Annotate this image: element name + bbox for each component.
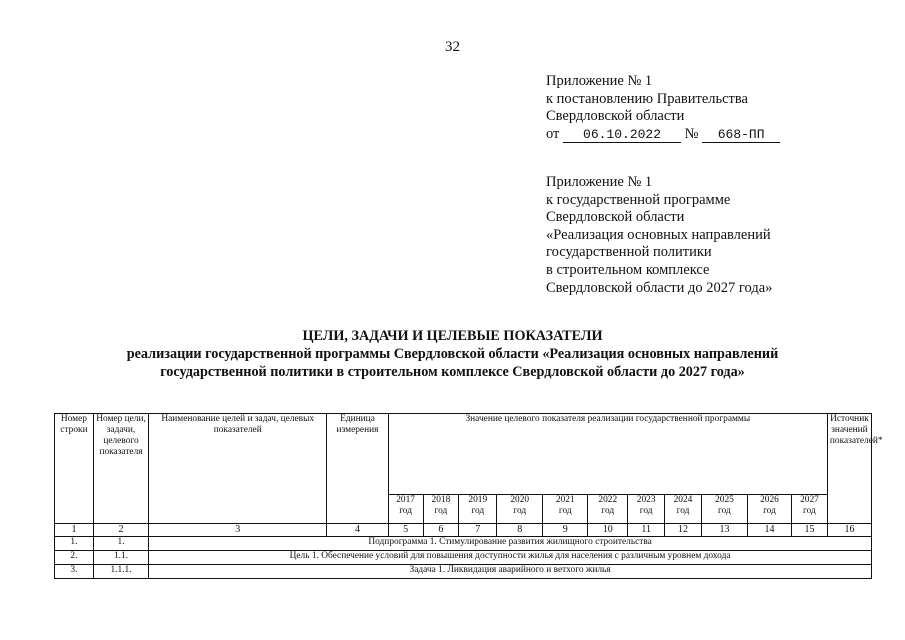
appendix-resolution-line: Свердловской области xyxy=(546,108,685,125)
table-row xyxy=(55,565,872,579)
title-line: ЦЕЛИ, ЗАДАЧИ И ЦЕЛЕВЫЕ ПОКАЗАТЕЛИ xyxy=(302,328,603,344)
row-code: 1.1.1. xyxy=(93,565,148,579)
row-number: 3. xyxy=(55,565,94,579)
row-text: Задача 1. Ликвидация аварийного и ветхого жилья xyxy=(149,565,872,579)
column-number: 13 xyxy=(701,524,747,537)
header-goal-number: Номер цели, задачи, целевого показателя xyxy=(93,414,148,524)
table-row xyxy=(55,537,872,551)
header-year: 2022 год xyxy=(588,495,628,524)
appendix-program-line: Свердловской области xyxy=(546,209,685,226)
header-year: 2024 год xyxy=(665,495,702,524)
header-source: Источник значений показателей* xyxy=(827,414,871,524)
header-unit: Единица измерения xyxy=(327,414,388,524)
appendix-resolution-line: Приложение № 1 xyxy=(546,73,653,89)
header-values: Значение целевого показателя реализации государственной программы xyxy=(388,414,827,495)
column-number: 11 xyxy=(628,524,665,537)
number-label: № xyxy=(684,125,699,142)
column-number: 3 xyxy=(149,524,327,537)
row-code: 1. xyxy=(93,537,148,551)
header-row-number: Номер строки xyxy=(55,414,94,524)
header-name: Наименование целей и задач, целевых показателей xyxy=(149,414,327,524)
appendix-program xyxy=(546,174,772,297)
appendix-program-line: «Реализация основных направлений xyxy=(546,226,771,243)
column-number: 1 xyxy=(55,524,94,537)
header-year: 2023 год xyxy=(628,495,665,524)
row-text: Подпрограмма 1. Стимулирование развития жилищного строительства xyxy=(149,537,872,551)
appendix-program-line: государственной политики xyxy=(546,244,712,261)
column-number: 2 xyxy=(93,524,148,537)
appendix-resolution xyxy=(546,73,780,143)
column-number: 6 xyxy=(423,524,459,537)
header-year: 2018 год xyxy=(423,495,459,524)
appendix-program-line: в строительном комплексе xyxy=(546,261,710,278)
row-text: Цель 1. Обеспечение условий для повышения доступности жилья для населения с различным уровнем дохода xyxy=(149,551,872,565)
column-number: 16 xyxy=(827,524,871,537)
column-number: 14 xyxy=(747,524,791,537)
title-line: реализации государственной программы Свердловской области «Реализация основных направлений xyxy=(126,346,779,362)
header-year: 2017 год xyxy=(388,495,423,524)
appendix-program-line: к государственной программе xyxy=(546,191,731,208)
row-number: 2. xyxy=(55,551,94,565)
column-numbers-row xyxy=(55,524,872,537)
row-number: 1. xyxy=(55,537,94,551)
from-label: от xyxy=(546,125,560,142)
column-number: 12 xyxy=(665,524,702,537)
header-year: 2027 год xyxy=(791,495,827,524)
row-code: 1.1. xyxy=(93,551,148,565)
column-number: 7 xyxy=(459,524,497,537)
table-row xyxy=(55,551,872,565)
column-number: 15 xyxy=(791,524,827,537)
header-year: 2026 год xyxy=(747,495,791,524)
column-number: 5 xyxy=(388,524,423,537)
resolution-number-field: 668-ПП xyxy=(702,128,780,143)
column-number: 10 xyxy=(588,524,628,537)
title-line: государственной политики в строительном комплексе Свердловской области до 2027 года» xyxy=(160,364,745,380)
document-title xyxy=(0,327,905,381)
appendix-program-line: Приложение № 1 xyxy=(546,174,653,190)
appendix-resolution-line: к постановлению Правительства xyxy=(546,90,748,107)
resolution-date-field: 06.10.2022 xyxy=(563,128,681,143)
goals-table xyxy=(54,413,883,579)
header-year: 2021 год xyxy=(543,495,588,524)
column-number: 8 xyxy=(497,524,543,537)
appendix-program-line: Свердловской области до 2027 года» xyxy=(546,279,773,296)
appendix-resolution-date-line xyxy=(546,126,780,144)
column-number: 9 xyxy=(543,524,588,537)
header-year: 2025 год xyxy=(701,495,747,524)
column-number: 4 xyxy=(327,524,388,537)
page-number: 32 xyxy=(445,39,460,55)
header-year: 2019 год xyxy=(459,495,497,524)
header-year: 2020 год xyxy=(497,495,543,524)
